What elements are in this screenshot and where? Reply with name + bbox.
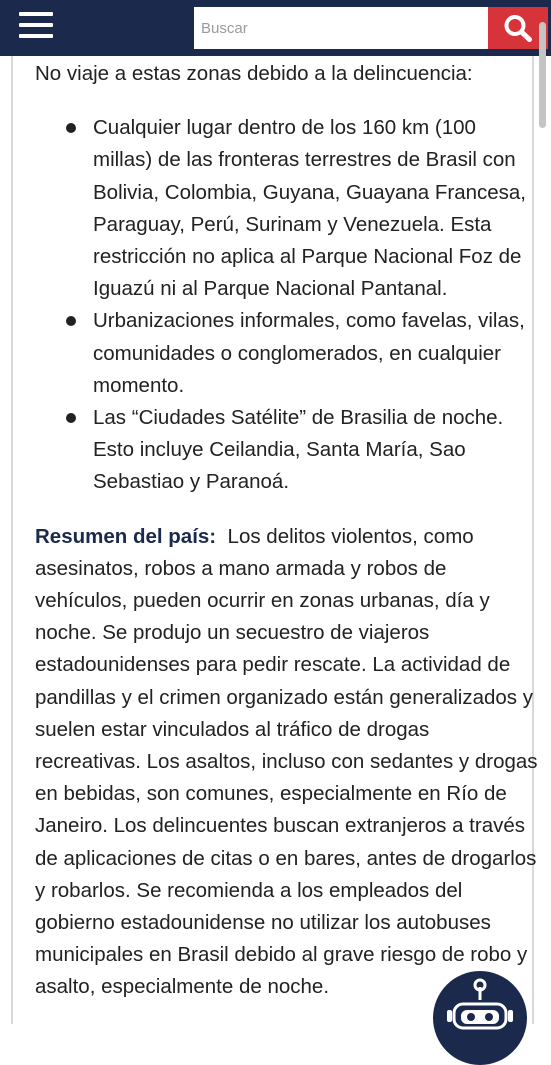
- country-summary: [35, 521, 540, 1004]
- restricted-zones-list: [35, 112, 540, 498]
- hamburger-menu-icon-bar: [19, 23, 53, 27]
- chatbot-button[interactable]: [433, 971, 527, 1065]
- summary-text: Los delitos violentos, como asesinatos, robos a mano armada y robos de vehículos, pueden ocurrir en zonas urbanas, día y noche. Se produjo un secuestro de viajeros estadounidenses para pedir rescate. La actividad de pandillas y el crimen organizado están generalizados y suelen estar vinculados al tráfico de drogas recreativas. Los asaltos, incluso con sedantes y drogas en bebidas, son comunes, especialmente en Río de Janeiro. Los delincuentes buscan extranjeros a través de aplicaciones de citas o en bares, antes de drogarlos y robarlos. Se recomienda a los empleados del gobierno estadounidense no utilizar los autobuses municipales en Brasil debido al grave riesgo de robo y asalto, especialmente de noche.: [35, 524, 538, 999]
- list-item: Cualquier lugar dentro de los 160 km (100 millas) de las fronteras terrestres de Brasil con Bolivia, Colombia, Guyana, Guayana Francesa, Paraguay, Perú, Surinam y Venezuela. Esta restricción no aplica al Parque Nacional Foz de Iguazú ni al Parque Nacional Pantanal.: [93, 112, 540, 305]
- top-header: [0, 0, 551, 56]
- content-left-border: [11, 56, 13, 1024]
- list-item: Urbanizaciones informales, como favelas, vilas, comunidades o conglomerados, en cualquier momento.: [93, 305, 540, 402]
- scrollbar-thumb[interactable]: [539, 22, 546, 128]
- summary-title: Resumen del país:: [35, 524, 217, 548]
- advisory-content: [35, 58, 540, 1004]
- hamburger-menu-icon-bar: [19, 34, 53, 38]
- magnifier-icon: [503, 14, 533, 42]
- hamburger-menu-icon: [19, 12, 53, 16]
- search-input[interactable]: [194, 7, 488, 49]
- menu-button[interactable]: [19, 10, 55, 42]
- chatbot-robot-icon: [433, 971, 527, 1065]
- list-item: Las “Ciudades Satélite” de Brasilia de noche. Esto incluye Ceilandia, Santa María, Sao Sebastiao y Paranoá.: [93, 402, 540, 499]
- intro-text: No viaje a estas zonas debido a la delincuencia:: [35, 62, 473, 85]
